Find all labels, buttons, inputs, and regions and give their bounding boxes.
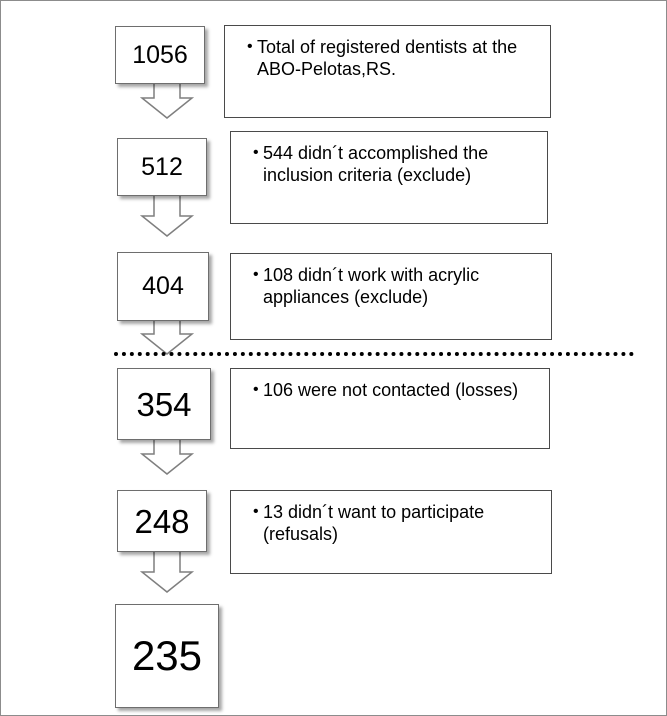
down-arrow-5 xyxy=(142,550,192,592)
note-box-inclusion-criteria xyxy=(230,131,548,224)
count-value: 354 xyxy=(136,385,192,423)
down-arrow-3 xyxy=(142,318,192,354)
down-arrow-2 xyxy=(142,194,192,236)
note-box-refusals xyxy=(230,490,552,574)
dotted-divider-line xyxy=(114,352,634,356)
note-box-registered xyxy=(224,25,551,118)
note-text: • Total of registered dentists at the ABO-Pelotas,RS. xyxy=(257,36,538,80)
note-text: • 13 didn´t want to participate (refusals) xyxy=(263,501,539,545)
count-value: 1056 xyxy=(132,40,188,69)
count-box-235 xyxy=(115,604,219,708)
down-arrow-4 xyxy=(142,438,192,474)
down-arrow-1 xyxy=(142,80,192,118)
note-text: • 108 didn´t work with acrylic appliances (exclude) xyxy=(263,264,539,308)
note-text: • 106 were not contacted (losses) xyxy=(263,379,537,401)
count-box-354 xyxy=(117,368,211,440)
note-box-acrylic-appliances xyxy=(230,253,552,340)
count-value: 512 xyxy=(141,152,183,181)
count-value: 235 xyxy=(131,632,203,679)
note-text: • 544 didn´t accomplished the inclusion criteria (exclude) xyxy=(263,142,535,186)
count-box-248 xyxy=(117,490,207,552)
count-box-404 xyxy=(117,252,209,321)
count-box-512 xyxy=(117,138,207,196)
count-value: 248 xyxy=(134,502,190,540)
note-box-not-contacted xyxy=(230,368,550,449)
count-value: 404 xyxy=(142,272,184,300)
count-box-1056 xyxy=(115,26,205,84)
